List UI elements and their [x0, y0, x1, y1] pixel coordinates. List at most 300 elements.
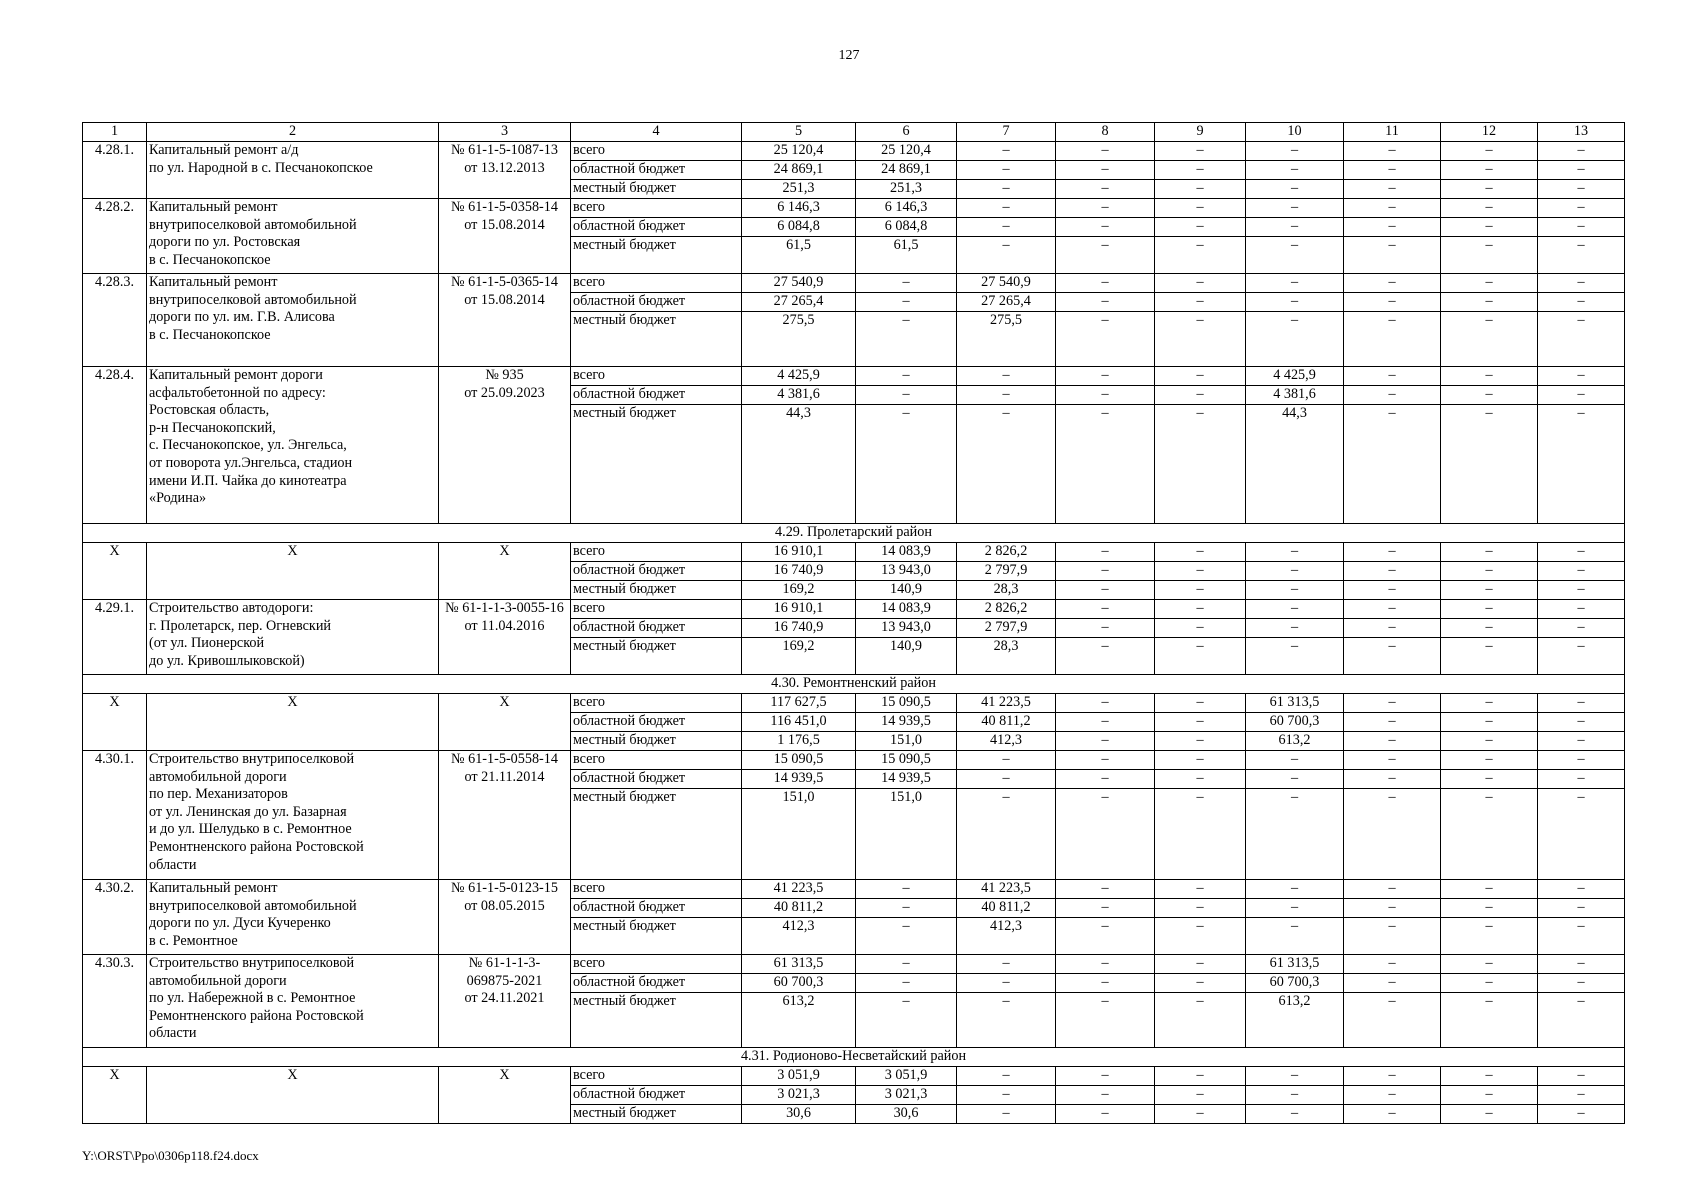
- amount-cell: –: [957, 751, 1056, 770]
- text-line: от 11.04.2016: [464, 617, 545, 634]
- program-table: [82, 122, 1625, 1124]
- text-line: дороги по ул. Ростовская: [149, 234, 301, 251]
- budget-row: [83, 1086, 1625, 1105]
- amount-cell: –: [1155, 543, 1246, 562]
- amount-cell: –: [1344, 880, 1441, 899]
- amount-cell: 151,0: [856, 789, 957, 880]
- text-line: «Родина»: [149, 490, 207, 507]
- amount-cell: –: [1155, 180, 1246, 199]
- budget-type: местный бюджет: [571, 237, 742, 274]
- amount-cell: –: [1441, 955, 1538, 974]
- amount-cell: –: [1538, 367, 1625, 386]
- amount-cell: –: [1155, 161, 1246, 180]
- amount-cell: –: [1538, 218, 1625, 237]
- amount-cell: –: [1538, 899, 1625, 918]
- amount-cell: –: [957, 405, 1056, 524]
- x-mark: [147, 732, 439, 751]
- amount-cell: –: [1344, 974, 1441, 993]
- budget-row: [83, 1105, 1625, 1124]
- amount-cell: 15 090,5: [856, 694, 957, 713]
- column-number-row: [83, 123, 1625, 142]
- amount-cell: 40 811,2: [742, 899, 856, 918]
- budget-type: всего: [571, 880, 742, 899]
- text-line: Ремонтненского района Ростовской: [149, 1007, 364, 1024]
- amount-cell: 3 051,9: [856, 1067, 957, 1086]
- x-mark: [147, 581, 439, 600]
- x-mark: [439, 562, 571, 581]
- column-number-11: 11: [1344, 123, 1441, 142]
- amount-cell: –: [1344, 713, 1441, 732]
- budget-type: областной бюджет: [571, 713, 742, 732]
- object-name: [147, 955, 439, 1048]
- text-line: Капитальный ремонт: [149, 274, 278, 290]
- amount-cell: –: [957, 161, 1056, 180]
- object-name: [147, 199, 439, 274]
- amount-cell: 44,3: [1246, 405, 1344, 524]
- amount-cell: –: [1441, 638, 1538, 675]
- budget-type: всего: [571, 694, 742, 713]
- amount-cell: –: [1441, 161, 1538, 180]
- amount-cell: 151,0: [742, 789, 856, 880]
- amount-cell: –: [1056, 293, 1155, 312]
- item-number: 4.30.3.: [83, 955, 147, 1048]
- amount-cell: –: [1441, 1067, 1538, 1086]
- budget-type: областной бюджет: [571, 974, 742, 993]
- amount-cell: 2 797,9: [957, 562, 1056, 581]
- amount-cell: –: [1538, 1086, 1625, 1105]
- text-line: в с. Ремонтное: [149, 932, 238, 949]
- x-mark: Х: [439, 543, 571, 562]
- amount-cell: –: [957, 789, 1056, 880]
- amount-cell: –: [1155, 386, 1246, 405]
- amount-cell: –: [1441, 199, 1538, 218]
- budget-type: всего: [571, 1067, 742, 1086]
- amount-cell: –: [1155, 751, 1246, 770]
- amount-cell: –: [1344, 899, 1441, 918]
- amount-cell: –: [1344, 180, 1441, 199]
- amount-cell: –: [1538, 405, 1625, 524]
- object-row: [83, 751, 1625, 770]
- amount-cell: 27 540,9: [742, 274, 856, 293]
- budget-type: областной бюджет: [571, 1086, 742, 1105]
- amount-cell: –: [1441, 142, 1538, 161]
- amount-cell: –: [1441, 713, 1538, 732]
- amount-cell: 412,3: [957, 732, 1056, 751]
- document-number: [439, 880, 571, 955]
- text-line: Строительство внутрипоселковой: [149, 751, 355, 767]
- budget-type: местный бюджет: [571, 405, 742, 524]
- amount-cell: –: [1441, 562, 1538, 581]
- text-line: в с. Песчанокопское: [149, 251, 271, 268]
- amount-cell: –: [1441, 293, 1538, 312]
- amount-cell: 16 910,1: [742, 543, 856, 562]
- amount-cell: –: [1538, 770, 1625, 789]
- x-mark: [147, 1105, 439, 1124]
- amount-cell: –: [1246, 619, 1344, 638]
- text-line: Строительство внутрипоселковой: [149, 955, 355, 971]
- amount-cell: 24 869,1: [742, 161, 856, 180]
- amount-cell: –: [1056, 600, 1155, 619]
- amount-cell: –: [1538, 974, 1625, 993]
- column-number-4: 4: [571, 123, 742, 142]
- x-mark: Х: [439, 694, 571, 713]
- text-line: Ремонтненского района Ростовской: [149, 838, 364, 855]
- budget-type: областной бюджет: [571, 899, 742, 918]
- text-line: р-н Песчанокопский,: [149, 419, 276, 436]
- object-row: [83, 600, 1625, 619]
- amount-cell: –: [1155, 237, 1246, 274]
- x-mark: [83, 732, 147, 751]
- amount-cell: 60 700,3: [1246, 713, 1344, 732]
- amount-cell: –: [1056, 955, 1155, 974]
- x-mark: Х: [147, 694, 439, 713]
- amount-cell: –: [1155, 142, 1246, 161]
- text-line: № 61-1-5-0358-14: [451, 199, 558, 215]
- amount-cell: –: [1538, 638, 1625, 675]
- budget-row: [83, 732, 1625, 751]
- x-mark: Х: [83, 1067, 147, 1086]
- amount-cell: –: [1056, 312, 1155, 367]
- x-mark: [439, 1086, 571, 1105]
- amount-cell: –: [957, 1067, 1056, 1086]
- budget-type: местный бюджет: [571, 180, 742, 199]
- text-line: Капитальный ремонт: [149, 880, 278, 896]
- column-number-13: 13: [1538, 123, 1625, 142]
- text-line: от 21.11.2014: [464, 768, 545, 785]
- amount-cell: –: [1441, 619, 1538, 638]
- amount-cell: –: [1155, 955, 1246, 974]
- amount-cell: 169,2: [742, 638, 856, 675]
- column-number-9: 9: [1155, 123, 1246, 142]
- amount-cell: –: [957, 386, 1056, 405]
- amount-cell: –: [1246, 918, 1344, 955]
- budget-row: [83, 713, 1625, 732]
- item-number: 4.28.3.: [83, 274, 147, 367]
- object-name: [147, 600, 439, 675]
- amount-cell: –: [957, 770, 1056, 789]
- amount-cell: 28,3: [957, 581, 1056, 600]
- x-mark: [439, 1105, 571, 1124]
- amount-cell: 41 223,5: [957, 694, 1056, 713]
- amount-cell: 6 084,8: [856, 218, 957, 237]
- amount-cell: –: [1056, 732, 1155, 751]
- amount-cell: –: [1441, 581, 1538, 600]
- amount-cell: 61 313,5: [1246, 694, 1344, 713]
- amount-cell: –: [1538, 199, 1625, 218]
- item-number: 4.28.4.: [83, 367, 147, 524]
- amount-cell: –: [1441, 386, 1538, 405]
- amount-cell: 613,2: [1246, 732, 1344, 751]
- budget-type: областной бюджет: [571, 161, 742, 180]
- amount-cell: –: [1056, 770, 1155, 789]
- amount-cell: –: [1538, 142, 1625, 161]
- amount-cell: –: [1246, 770, 1344, 789]
- budget-type: местный бюджет: [571, 732, 742, 751]
- amount-cell: –: [1246, 751, 1344, 770]
- budget-type: всего: [571, 955, 742, 974]
- text-line: дороги по ул. Дуси Кучеренко: [149, 915, 331, 932]
- amount-cell: –: [1344, 293, 1441, 312]
- amount-cell: 30,6: [742, 1105, 856, 1124]
- amount-cell: 61,5: [742, 237, 856, 274]
- amount-cell: 25 120,4: [856, 142, 957, 161]
- amount-cell: –: [856, 880, 957, 899]
- amount-cell: –: [1538, 713, 1625, 732]
- budget-type: местный бюджет: [571, 312, 742, 367]
- column-number-8: 8: [1056, 123, 1155, 142]
- text-line: № 935: [485, 367, 524, 383]
- object-name: [147, 880, 439, 955]
- amount-cell: –: [1155, 880, 1246, 899]
- amount-cell: 412,3: [742, 918, 856, 955]
- amount-cell: 169,2: [742, 581, 856, 600]
- amount-cell: –: [856, 293, 957, 312]
- amount-cell: 44,3: [742, 405, 856, 524]
- amount-cell: –: [1056, 199, 1155, 218]
- amount-cell: –: [1538, 180, 1625, 199]
- item-number: 4.29.1.: [83, 600, 147, 675]
- amount-cell: –: [1056, 386, 1155, 405]
- budget-row: [83, 581, 1625, 600]
- text-line: № 61-1-5-0123-15: [451, 880, 558, 896]
- object-row: [83, 880, 1625, 899]
- budget-type: всего: [571, 600, 742, 619]
- amount-cell: –: [1155, 1067, 1246, 1086]
- amount-cell: –: [1056, 218, 1155, 237]
- amount-cell: –: [1538, 993, 1625, 1048]
- text-line: внутрипоселковой автомобильной: [149, 216, 357, 233]
- amount-cell: 16 740,9: [742, 562, 856, 581]
- amount-cell: 16 910,1: [742, 600, 856, 619]
- amount-cell: –: [1538, 732, 1625, 751]
- budget-type: местный бюджет: [571, 993, 742, 1048]
- amount-cell: 251,3: [856, 180, 957, 199]
- amount-cell: –: [1056, 974, 1155, 993]
- amount-cell: –: [1441, 732, 1538, 751]
- amount-cell: –: [1441, 789, 1538, 880]
- column-number-6: 6: [856, 123, 957, 142]
- amount-cell: –: [1246, 161, 1344, 180]
- amount-cell: –: [1056, 1105, 1155, 1124]
- amount-cell: –: [856, 367, 957, 386]
- item-number: 4.30.1.: [83, 751, 147, 880]
- x-mark: Х: [439, 1067, 571, 1086]
- amount-cell: –: [1344, 993, 1441, 1048]
- section-title: 4.31. Родионово-Несветайский район: [83, 1048, 1625, 1067]
- budget-type: местный бюджет: [571, 918, 742, 955]
- amount-cell: 27 265,4: [957, 293, 1056, 312]
- amount-cell: –: [1155, 293, 1246, 312]
- amount-cell: –: [1246, 237, 1344, 274]
- amount-cell: –: [1056, 880, 1155, 899]
- x-mark: [439, 713, 571, 732]
- amount-cell: –: [1155, 974, 1246, 993]
- amount-cell: 27 540,9: [957, 274, 1056, 293]
- column-number-5: 5: [742, 123, 856, 142]
- amount-cell: –: [1441, 312, 1538, 367]
- text-line: Капитальный ремонт а/д: [149, 142, 299, 158]
- text-line: Строительство автодороги:: [149, 600, 314, 616]
- amount-cell: 1 176,5: [742, 732, 856, 751]
- file-path-footer: Y:\ORST\Ppo\0306p118.f24.docx: [82, 1148, 259, 1163]
- amount-cell: –: [1155, 581, 1246, 600]
- object-row: [83, 142, 1625, 161]
- amount-cell: –: [1538, 600, 1625, 619]
- amount-cell: –: [1441, 899, 1538, 918]
- amount-cell: –: [957, 974, 1056, 993]
- amount-cell: 4 425,9: [1246, 367, 1344, 386]
- amount-cell: –: [1344, 732, 1441, 751]
- amount-cell: –: [1441, 993, 1538, 1048]
- amount-cell: –: [1056, 918, 1155, 955]
- amount-cell: –: [1538, 237, 1625, 274]
- table-body: [83, 123, 1625, 1124]
- amount-cell: –: [1441, 918, 1538, 955]
- amount-cell: –: [1344, 918, 1441, 955]
- amount-cell: –: [1056, 1086, 1155, 1105]
- document-number: [439, 274, 571, 367]
- amount-cell: –: [1056, 237, 1155, 274]
- amount-cell: –: [1246, 199, 1344, 218]
- text-line: Ростовская область,: [149, 402, 270, 419]
- text-line: до ул. Кривошлыковской): [149, 652, 305, 669]
- amount-cell: –: [1344, 543, 1441, 562]
- amount-cell: –: [1441, 543, 1538, 562]
- amount-cell: –: [1246, 293, 1344, 312]
- amount-cell: –: [1441, 694, 1538, 713]
- amount-cell: 61 313,5: [1246, 955, 1344, 974]
- amount-cell: 13 943,0: [856, 562, 957, 581]
- amount-cell: 6 146,3: [742, 199, 856, 218]
- x-mark: Х: [83, 543, 147, 562]
- x-mark: [83, 562, 147, 581]
- text-line: по пер. Механизаторов: [149, 786, 288, 803]
- section-row: [83, 1048, 1625, 1067]
- amount-cell: –: [1246, 562, 1344, 581]
- amount-cell: –: [1538, 751, 1625, 770]
- amount-cell: –: [1155, 789, 1246, 880]
- district-total-row: [83, 543, 1625, 562]
- amount-cell: –: [1538, 955, 1625, 974]
- text-line: имени И.П. Чайка до кинотеатра: [149, 472, 347, 489]
- amount-cell: –: [1056, 581, 1155, 600]
- amount-cell: –: [1344, 1105, 1441, 1124]
- amount-cell: –: [1344, 789, 1441, 880]
- amount-cell: –: [856, 974, 957, 993]
- x-mark: [147, 562, 439, 581]
- column-number-12: 12: [1441, 123, 1538, 142]
- section-title: 4.29. Пролетарский район: [83, 524, 1625, 543]
- amount-cell: –: [1246, 1086, 1344, 1105]
- budget-type: областной бюджет: [571, 562, 742, 581]
- text-line: области: [149, 1025, 197, 1042]
- amount-cell: 41 223,5: [742, 880, 856, 899]
- amount-cell: –: [1155, 770, 1246, 789]
- budget-type: областной бюджет: [571, 218, 742, 237]
- amount-cell: –: [1344, 386, 1441, 405]
- amount-cell: –: [1344, 237, 1441, 274]
- amount-cell: –: [1344, 218, 1441, 237]
- amount-cell: 3 051,9: [742, 1067, 856, 1086]
- amount-cell: –: [1344, 600, 1441, 619]
- text-line: от 25.09.2023: [464, 384, 545, 401]
- amount-cell: –: [1155, 899, 1246, 918]
- amount-cell: 15 090,5: [856, 751, 957, 770]
- amount-cell: –: [957, 1105, 1056, 1124]
- amount-cell: –: [1056, 562, 1155, 581]
- amount-cell: –: [856, 993, 957, 1048]
- budget-row: [83, 562, 1625, 581]
- amount-cell: 14 939,5: [742, 770, 856, 789]
- x-mark: [147, 713, 439, 732]
- column-number-7: 7: [957, 123, 1056, 142]
- object-row: [83, 199, 1625, 218]
- amount-cell: –: [1056, 543, 1155, 562]
- amount-cell: –: [1246, 543, 1344, 562]
- amount-cell: –: [1344, 562, 1441, 581]
- district-total-row: [83, 694, 1625, 713]
- amount-cell: –: [957, 955, 1056, 974]
- amount-cell: 2 826,2: [957, 600, 1056, 619]
- amount-cell: –: [1056, 142, 1155, 161]
- budget-type: всего: [571, 543, 742, 562]
- amount-cell: 60 700,3: [1246, 974, 1344, 993]
- amount-cell: –: [1056, 619, 1155, 638]
- item-number: 4.30.2.: [83, 880, 147, 955]
- amount-cell: –: [1155, 918, 1246, 955]
- amount-cell: 16 740,9: [742, 619, 856, 638]
- amount-cell: –: [1441, 600, 1538, 619]
- document-number: [439, 367, 571, 524]
- amount-cell: 412,3: [957, 918, 1056, 955]
- text-line: асфальтобетонной по адресу:: [149, 384, 326, 401]
- object-row: [83, 367, 1625, 386]
- amount-cell: –: [1246, 1105, 1344, 1124]
- amount-cell: –: [1538, 789, 1625, 880]
- amount-cell: –: [1538, 161, 1625, 180]
- amount-cell: –: [1344, 274, 1441, 293]
- amount-cell: –: [1056, 1067, 1155, 1086]
- amount-cell: 2 797,9: [957, 619, 1056, 638]
- text-line: дороги по ул. им. Г.В. Алисова: [149, 309, 335, 326]
- amount-cell: 28,3: [957, 638, 1056, 675]
- amount-cell: –: [957, 180, 1056, 199]
- amount-cell: 613,2: [1246, 993, 1344, 1048]
- budget-type: местный бюджет: [571, 638, 742, 675]
- text-line: по ул. Народной в с. Песчанокопское: [149, 159, 373, 176]
- amount-cell: –: [1441, 218, 1538, 237]
- amount-cell: –: [1344, 1086, 1441, 1105]
- amount-cell: –: [1538, 386, 1625, 405]
- amount-cell: –: [856, 955, 957, 974]
- text-line: (от ул. Пионерской: [149, 635, 265, 652]
- amount-cell: –: [1056, 274, 1155, 293]
- amount-cell: –: [1246, 600, 1344, 619]
- amount-cell: 61 313,5: [742, 955, 856, 974]
- amount-cell: –: [1344, 1067, 1441, 1086]
- budget-type: всего: [571, 199, 742, 218]
- amount-cell: –: [1155, 713, 1246, 732]
- amount-cell: –: [1344, 312, 1441, 367]
- amount-cell: –: [1246, 274, 1344, 293]
- amount-cell: –: [1056, 713, 1155, 732]
- amount-cell: –: [1155, 732, 1246, 751]
- amount-cell: 40 811,2: [957, 899, 1056, 918]
- document-number: [439, 600, 571, 675]
- amount-cell: –: [1441, 237, 1538, 274]
- section-title: 4.30. Ремонтненский район: [83, 675, 1625, 694]
- amount-cell: –: [1344, 955, 1441, 974]
